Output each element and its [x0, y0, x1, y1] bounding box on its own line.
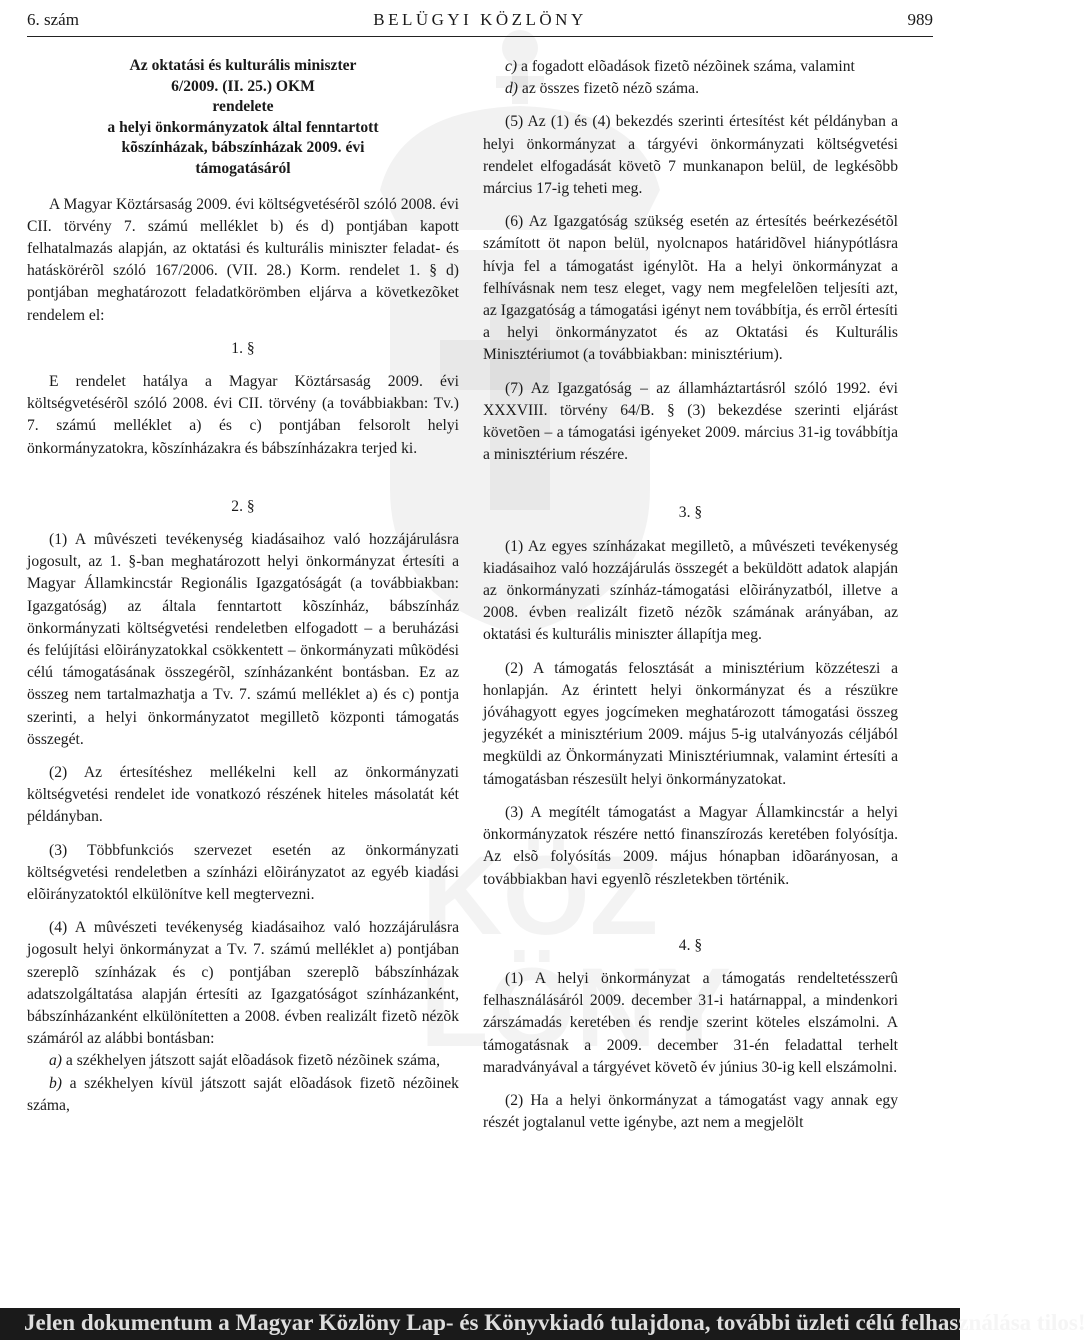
- list-item: [483, 56, 898, 78]
- footer-banner: [0, 1308, 1085, 1340]
- paragraph: (1) A helyi önkormányzat a támogatás rendeltetésszerû felhasználásáról 2009. december 31-i határnappal, a mindenkori zárszámadás keretében és rendje szerint köteles elszámolni. A támogatásnak a 2009. december 31-én feladattal terhelt maradványával a tárgyévet követõ év június 30-ig kell elszámolni.: [483, 969, 898, 1076]
- paragraph: (4) A mûvészeti tevékenység kiadásaihoz való hozzájárulásra jogosult helyi önkormányzat a Tv. 7. számú melléklet a) pontjában szereplõ színházak és c) pontjában szereplõ bábszínházak adatszolgáltatása alapján értesíti az Igazgatóságot színházanként, bábszínházanként elkülönítetten a 2008. évben realizált fizetõ nézõk számáról az alábbi bontásban:: [27, 919, 459, 1048]
- list-text: a székhelyen kívül játszott saját elõadások fizetõ nézõinek száma,: [27, 1074, 459, 1114]
- page-header: [27, 10, 933, 34]
- header-rule: [27, 36, 933, 37]
- paragraph: (2) Ha a helyi önkormányzat a támogatást vagy annak egy részét jogtalanul vette igénybe, azt nem a megjelölt: [483, 1091, 898, 1132]
- list-item: [483, 78, 898, 100]
- title-line: kõszínházak, bábszínházak 2009. évi: [121, 139, 365, 157]
- paragraph: E rendelet hatálya a Magyar Köztársaság 2009. évi költségvetésérõl szóló 2008. évi CII. törvény (a továbbiakban: Tv.) 7. számú melléklet a) és c) pontjában felsorolt helyi önkormányzatokra, kõszínházakra és bábszínházakra terjed ki.: [27, 372, 459, 457]
- paragraph: (7) Az Igazgatóság – az államháztartásról szóló 1992. évi XXXVIII. törvény 64/B. § (3) bekezdése szerinti eljárást követõen – a támogatási igényeket 2009. március 31-ig továbbítja a minisztérium részére.: [483, 379, 898, 464]
- section-heading: 4. §: [678, 936, 703, 954]
- list-text: a fogadott elõadások fizetõ nézõinek száma, valamint: [521, 58, 855, 75]
- list-text: az összes fizetõ nézõ száma.: [521, 80, 699, 98]
- paragraph: (3) Többfunkciós szervezet esetén az önkormányzati költségvetési rendeletben a színházi elõirányzatot az egyéb kiadási elõirányzatoktól elkülönítve kell megtervezni.: [27, 841, 459, 904]
- paragraph: (3) A megítélt támogatást a Magyar Államkincstár a helyi önkormányzatok részére nettó finanszírozás keretében folyósítja. Az elsõ folyósítás 2009. május hónapban idõarányosan, a továbbiakban havi egyenlõ részletekben történik.: [483, 803, 898, 888]
- list-item: [27, 1073, 459, 1117]
- list-letter: b): [49, 1074, 62, 1092]
- right-column: [483, 56, 898, 1145]
- list-letter: c): [505, 58, 518, 75]
- list-letter: a): [49, 1052, 62, 1070]
- decree-title: [27, 56, 459, 180]
- issue-number: 6. szám: [27, 10, 79, 29]
- title-line: Az oktatási és kulturális miniszter: [129, 57, 357, 74]
- journal-name: BELÜGYI KÖZLÖNY: [373, 10, 587, 29]
- title-line: rendelete: [212, 98, 274, 116]
- list-letter: d): [505, 80, 518, 98]
- paragraph: (5) Az (1) és (4) bekezdés szerinti értesítést két példányban a helyi önkormányzat a tárgyévi önkormányzati költségvetési rendelet elfogadását követõ 7 munkanapon belül, de legkésõbb március 17-ig teheti meg.: [483, 113, 898, 198]
- section-heading: 3. §: [678, 504, 703, 522]
- paragraph: (2) Az értesítéshez mellékelni kell az önkormányzati költségvetési rendelet ide vonatkozó részének hiteles másolatát két példányban.: [27, 764, 459, 826]
- paragraph: (2) A támogatás felosztását a minisztérium közzéteszi a honlapján. Az érintett helyi önkormányzat és a részükre jóváhagyott egyes jogcímeken meghatározott támogatási összeg jegyzékét a minisztérium 2009. május 5-ig utalványozás céljából megküldi az Önkormányzati Minisztériumnak, valamint értesíti a támogatásban részesült helyi önkormányzatokat.: [483, 659, 898, 788]
- section-heading: 2. §: [231, 497, 255, 515]
- section-heading: 1. §: [231, 339, 255, 357]
- list-text: a székhelyen játszott saját elõadások fizetõ nézõinek száma,: [65, 1052, 440, 1070]
- left-column: [27, 56, 459, 1117]
- paragraph: (1) Az egyes színházakat megilletõ, a mûvészeti tevékenység kiadásaihoz való hozzájárulás összegét a beküldött adatok alapján az önkormányzati színház-támogatási elõirányzatból, illetve a 2008. évben realizált fizetõ nézõk számának arányában, az oktatási és kulturális miniszter állapítja meg.: [483, 537, 898, 644]
- preamble: A Magyar Köztársaság 2009. évi költségvetésérõl szóló 2008. évi CII. törvény 7. számú melléklet b) és d) pontjában kapott felhatalmazás alapján, az oktatási és kulturális miniszter feladat- és hatáskörérõl szóló 167/2006. (VII. 28.) Korm. rendelet 1. § d) pontjában meghatározott feladatkörömben eljárva a következõket rendelem el:: [27, 195, 459, 324]
- paragraph: (1) A mûvészeti tevékenység kiadásaihoz való hozzájárulásra jogosult, az 1. §-ban meghatározott helyi önkormányzat értesíti a Magyar Államkincstár Regionális Igazgatóságát (a továbbiakban: Igazgatóság) az általa fenntartott kõszínház, bábszínház önkormányzati költségvetési rendeletben elfogadott – a beruházási és felújítási elõirányzatokkal csökkentett – önkormányzati mûködési célú támogatásának összegérõl, színházanként bontásban. Ez az összeg nem tartalmazhatja a Tv. 7. számú melléklet a) és c) pontja szerinti, a helyi önkormányzatot megilletõ központi támogatás összegét.: [27, 531, 459, 748]
- list-item: [27, 1050, 459, 1072]
- title-line: a helyi önkormányzatok által fenntartott: [107, 118, 379, 136]
- paragraph: (6) Az Igazgatóság szükség esetén az értesítés beérkezésétõl számított öt napon belül, nyolcnapos határidõvel hiánypótlásra hívja fel a támogatást igénylõt. Ha a helyi önkormányzat a felhívásnak nem tesz eleget, vagy nem megfelelõen teljesíti azt, az Igazgatóság a támogatási igényt nem továbbítja, és errõl értesíti a helyi önkormányzatot és az Oktatási és Kulturális Minisztériumot (a továbbiakban: minisztérium).: [483, 213, 898, 364]
- title-line: 6/2009. (II. 25.) OKM: [171, 77, 315, 95]
- page-number: 989: [907, 10, 933, 29]
- copyright-notice: Jelen dokumentum a Magyar Közlöny Lap- és Könyvkiadó tulajdona, további üzleti célú felhasználása tilos!: [24, 1310, 1085, 1335]
- title-line: támogatásáról: [195, 159, 291, 177]
